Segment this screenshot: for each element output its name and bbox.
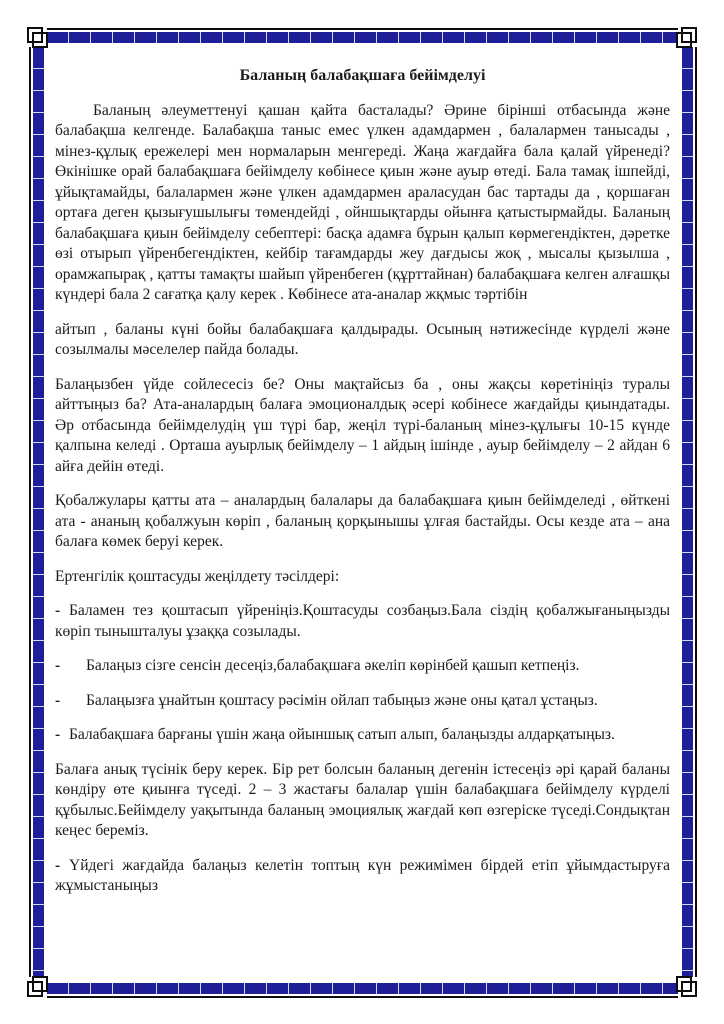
bullet-item-new-toy bbox=[55, 725, 670, 746]
bullet-text: Баламен тез қоштасып үйреніңіз.Қоштасуды созбаңыз.Бала сіздің қобалжығаныңызды көріп тынышталуы ұзаққа созылады. bbox=[55, 602, 670, 640]
border-corner-bottom-right bbox=[676, 976, 697, 997]
bullet-text: Үйдегі жағдайда балаңыз келетін топтың күн режимімен бірдей етіп ұйымдастыруға жұмыстаныңыз bbox=[55, 856, 670, 894]
paragraph-farewell-heading: Ертенгілік қоштасуды жеңілдету тәсілдері: bbox=[55, 567, 340, 585]
border-corner-top-left bbox=[27, 27, 48, 48]
border-band-bottom bbox=[47, 983, 678, 998]
bullet-item-farewell-ritual bbox=[55, 691, 670, 712]
bullet-text: Балаңыз сізге сенсін десеңіз,балабақшаға әкеліп көрінбей қашып кетпеңіз. bbox=[86, 657, 580, 674]
border-band-right bbox=[682, 47, 697, 977]
document-content bbox=[55, 66, 670, 897]
bullet-item-quick-goodbye bbox=[55, 601, 670, 642]
paragraph-clear-explanation: Балаға анық түсінік беру керек. Бір рет болсын баланың дегенін істесеңіз әрі қарай баланы көндіру өте қиынға түседі. 2 – 3 жастағы балалар үшін балабақшаға бейімделу күрделі құбылыс.Бейімделу уақытында баланың эмоциялық жағдай көп өзгеріске түседі.Сондықтан кеңес береміз. bbox=[55, 760, 670, 839]
bullet-text: Балаңызға ұнайтын қоштасу рәсімін ойлап табыңыз және оны қатал ұстаңыз. bbox=[86, 691, 598, 709]
border-corner-bottom-left bbox=[27, 976, 48, 997]
bullet-marker: - bbox=[55, 726, 61, 743]
paragraph-intro: Баланың әлеуметтенуі қашан қайта басталады? Әрине бірінші отбасында және балабақша келгенде. Балабақша таныс емес үлкен адамдармен , балалармен танысады , мінез-құлық ережелері мен нормаларын менгереді. Жаңа жағдайға бала қалай үйренеді? Өкінішке орай балабақшаға бейімделу көбінесе қиын және ауыр өтеді. Бала тамақ ішпейді, ұйықтамайды, балалармен және үлкен адамдармен араласудан бас тартады да , қоршаған ортаға деген қызығушылығы төмендейді , ойншықтарды ойынға қатыстырмайды. Баланың балабақшаға қиын бейімделу себептері: басқа адамға бұрын қалып көрмегендіктен, дәретке өзі отырып үйренбегендіктен, кейбір тағамдарды жеу дағдысы жоқ , мысалы қызылша , орамжапырақ , қатты тамақты шайып үйренбеген (құрттайнан) балабақшаға келген алғашқы күндері бала 2 сағатқа қалу керек . Көбінесе ата-аналар жқмыс тәртібін bbox=[55, 101, 670, 303]
border-corner-top-right bbox=[676, 27, 697, 48]
bullet-item-dont-sneak-away bbox=[55, 656, 670, 677]
bullet-marker: - bbox=[55, 856, 61, 874]
bullet-marker: - bbox=[55, 657, 61, 674]
border-band-left bbox=[29, 47, 44, 977]
bullet-marker: - bbox=[55, 602, 61, 619]
paragraph-adaptation-types: Балаңызбен үйде сойлесесіз бе? Оны мақтайсыз ба , оны жақсы көретініңіз туралы айттыңыз ба? Ата-аналардың балаға эмоционалдық әсері кобінесе жағдайды қиындатады. Әр отбасында бейімделудің үш түрі бар, жеңіл түрі-баланың мінез-құлығы 10-15 күнде қалпына келеді . Орташа ауырлық бейімделу – 1 айдың ішінде , ауыр бейімделу – 2 айдан 6 айға дейін өтеді. bbox=[55, 375, 670, 475]
paragraph-parent-anxiety: Қобалжулары қатты ата – аналардың балалары да балабақшаға қиын бейімделеді , өйткені ата - ананың қобалжуын көріп , баланың қорқынышы ұлғая бастайды. Осы кезде ата – ана балаға көмек беруі керек. bbox=[55, 492, 670, 550]
document-title: Баланың балабақшаға бейімделуі bbox=[239, 67, 486, 84]
paragraph-consequences: айтып , баланы күні бойы балабақшаға қалдырады. Осының нәтижесінде күрделі және созылмалы мәселелер пайда болады. bbox=[55, 320, 670, 358]
bullet-item-home-regime bbox=[55, 856, 670, 897]
bullet-text: Балабақшаға барғаны үшін жаңа ойыншық сатып алып, балаңызды алдарқатыңыз. bbox=[69, 726, 615, 743]
border-band-top bbox=[47, 28, 678, 43]
bullet-marker: - bbox=[55, 691, 61, 709]
